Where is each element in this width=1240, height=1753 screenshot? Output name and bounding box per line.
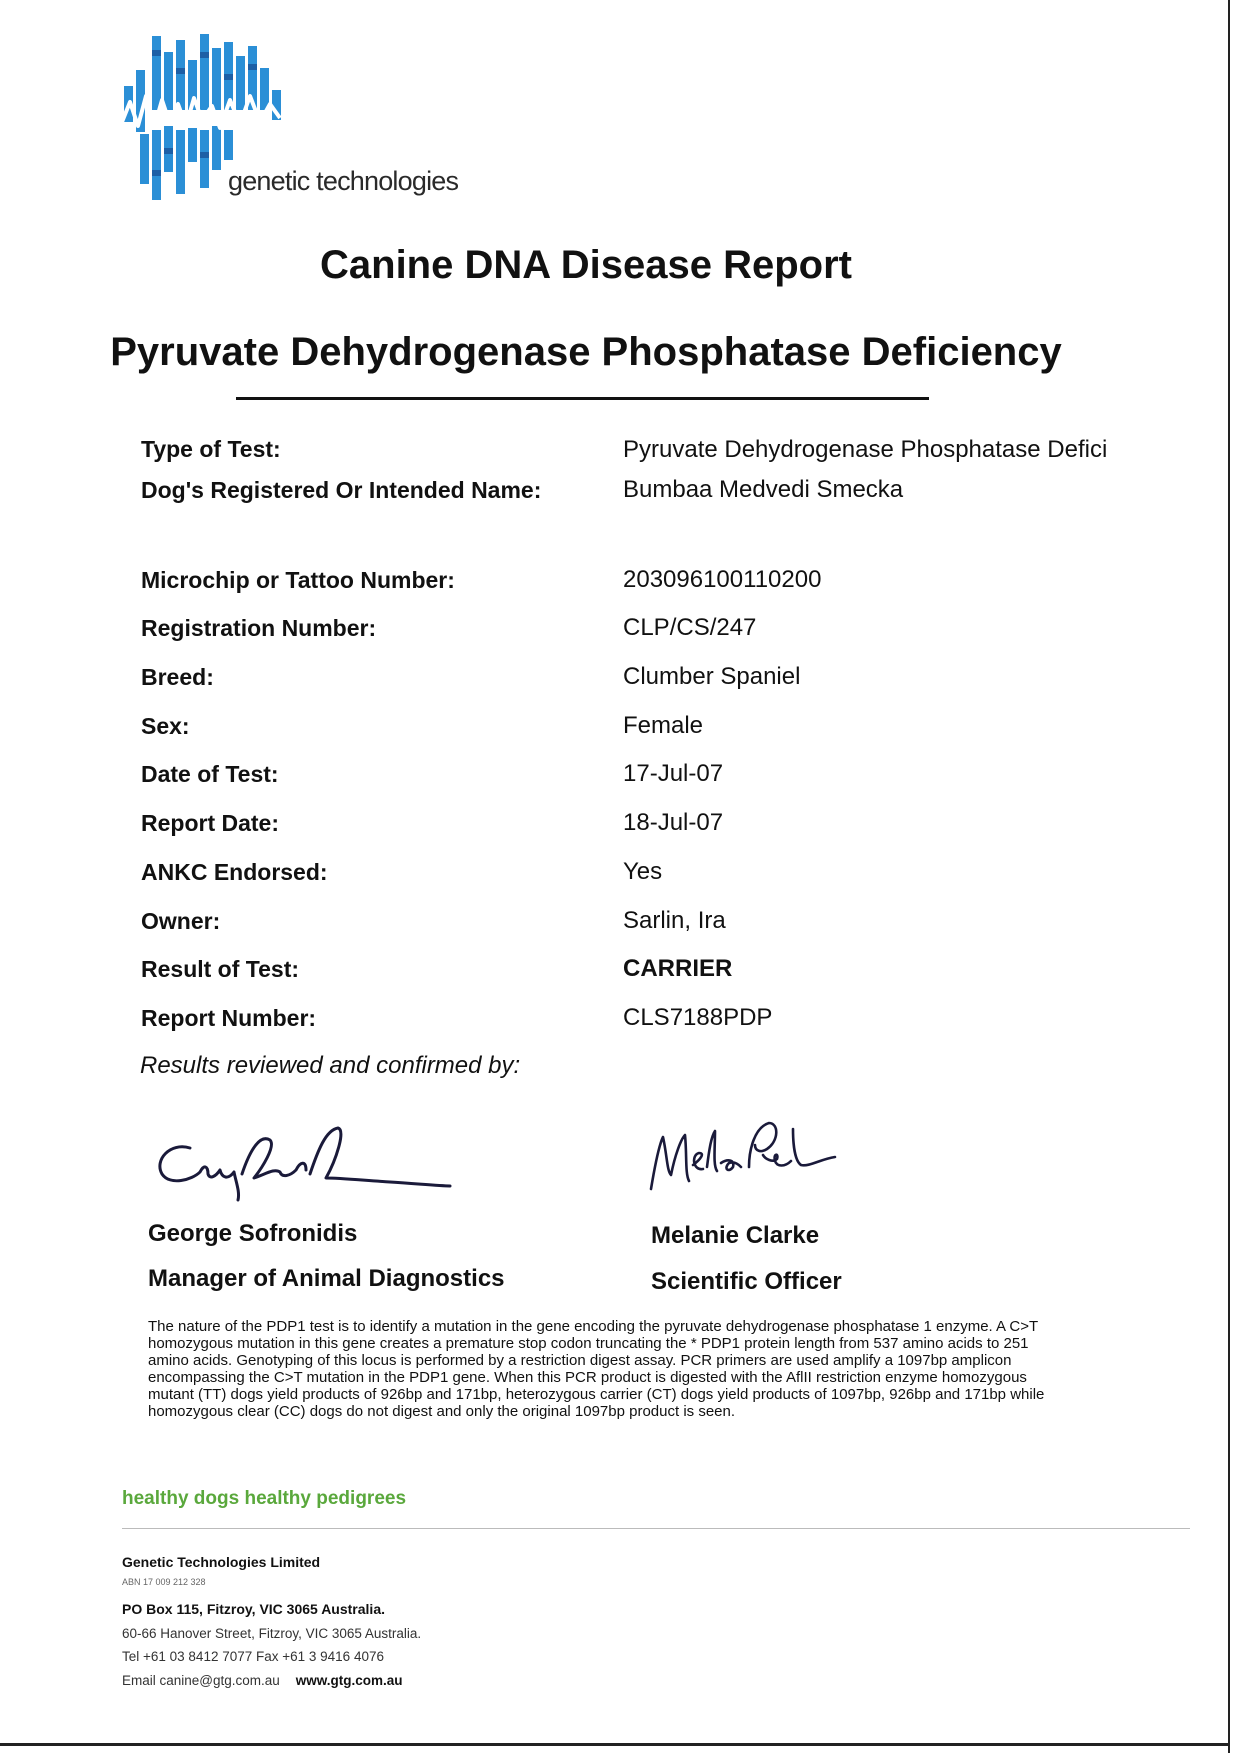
field-label-report-date: Report Date: [141,810,280,836]
test-description: The nature of the PDP1 test is to identify a mutation in the gene encoding the pyruvate dehydrogenase phosphatase 1 enzyme. A C>T homozygous mutation in this gene creates a premature stop codon truncating the * PDP1 protein length from 537 amino acids to 251 amino acids. Genotyping of this locus is performed by a restriction digest assay. PCR primers are used amplify a 1097bp amplicon encompassing the C>T mutation in the PDP1 gene. When this PCR product is digested with the AflII restriction enzyme homozygous mutant (TT) dogs yield products of 926bp and 171bp, heterozygous carrier (CT) dogs yield products of 1097bp, 926bp and 171bp while homozygous clear (CC) dogs do not digest and only the original 1097bp product is seen. [148,1318,1045,1420]
field-value-report-date: 18-Jul-07 [623,809,724,836]
field-label-sex: Sex: [141,713,190,739]
field-value-owner: Sarlin, Ira [623,907,726,934]
field-label-report-number: Report Number: [141,1005,317,1031]
signer-name-george-sofronidis: George Sofronidis [148,1220,358,1247]
signer-name-melanie-clarke: Melanie Clarke [651,1222,820,1249]
signature-melanie-clarke [645,1115,865,1205]
tagline: healthy dogs healthy pedigrees [122,1488,407,1509]
logo-brand-text: genetic technologies [228,166,459,196]
field-value-ankc-endorsed: Yes [623,858,663,885]
field-label-owner: Owner: [141,908,221,934]
scan-edge-right [1228,0,1230,1753]
disease-title: Pyruvate Dehydrogenase Phosphatase Deficiency [110,330,1062,374]
field-value-breed: Clumber Spaniel [623,663,801,690]
footer-email[interactable]: Email canine@gtg.com.au [122,1673,280,1688]
genetic-technologies-logo [120,30,480,230]
field-label-registration-number: Registration Number: [141,615,377,641]
field-label-ankc-endorsed: ANKC Endorsed: [141,859,328,885]
footer-abn: ABN 17 009 212 328 [122,1577,206,1587]
footer-street-address: 60-66 Hanover Street, Fitzroy, VIC 3065 Australia. [122,1626,422,1641]
field-label-breed: Breed: [141,664,214,690]
field-value-report-number: CLS7188PDP [623,1004,773,1031]
field-value-sex: Female [623,712,704,739]
reviewed-by-text: Results reviewed and confirmed by: [140,1052,521,1079]
report-title: Canine DNA Disease Report [320,243,852,287]
field-value-dog-name: Bumbaa Medvedi Smecka [623,476,904,503]
scan-edge-bottom [0,1743,1230,1746]
field-value-date-of-test: 17-Jul-07 [623,760,724,787]
signer-title-george-sofronidis: Manager of Animal Diagnostics [148,1265,505,1292]
footer-divider [122,1528,1190,1529]
footer-company-name: Genetic Technologies Limited [122,1554,321,1570]
field-value-type-of-test: Pyruvate Dehydrogenase Phosphatase Defici [623,436,1108,463]
title-divider [236,397,929,400]
field-label-dog-name: Dog's Registered Or Intended Name: [141,477,542,503]
field-label-microchip: Microchip or Tattoo Number: [141,567,455,593]
field-label-date-of-test: Date of Test: [141,761,279,787]
footer-website-link[interactable]: www.gtg.com.au [295,1673,403,1688]
footer-po-box: PO Box 115, Fitzroy, VIC 3065 Australia. [122,1601,385,1617]
field-label-type-of-test: Type of Test: [141,436,281,462]
field-value-result-of-test: CARRIER [623,955,733,982]
signature-george-sofronidis [150,1120,460,1210]
field-label-result-of-test: Result of Test: [141,956,300,982]
field-value-registration-number: CLP/CS/247 [623,614,757,641]
field-value-microchip: 203096100110200 [623,566,822,593]
footer-tel-fax: Tel +61 03 8412 7077 Fax +61 3 9416 4076 [122,1649,384,1664]
signer-title-melanie-clarke: Scientific Officer [651,1268,842,1295]
footer-contact [122,1673,403,1688]
